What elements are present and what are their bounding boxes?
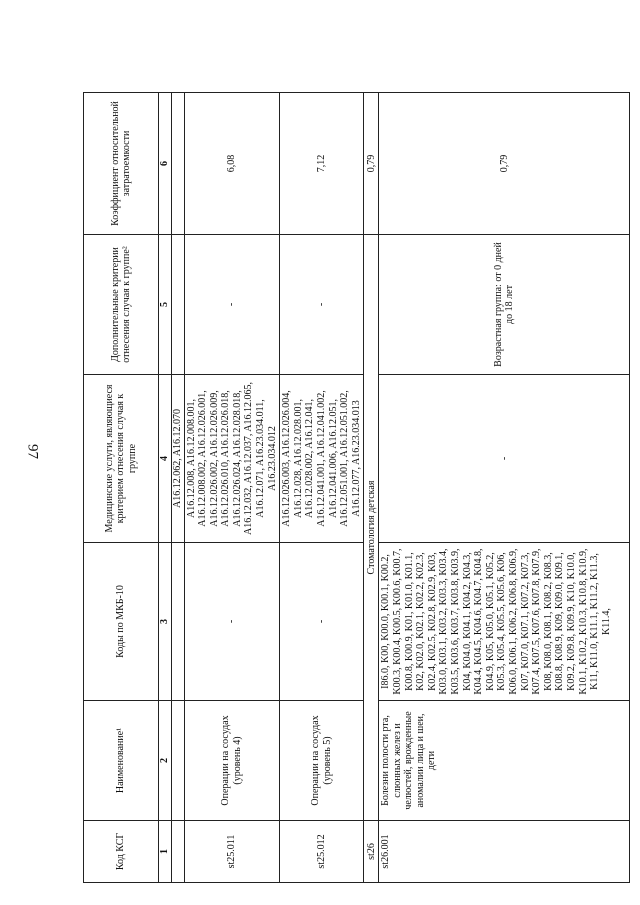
additional-criteria: Возрастная группа: от 0 дней до 18 лет	[379, 235, 630, 375]
ksg-code: st26.001	[379, 821, 630, 883]
mkb-codes: -	[184, 543, 280, 701]
column-number: 5	[159, 235, 172, 375]
coefficient: 7,12	[280, 93, 364, 235]
column-number: 1	[159, 821, 172, 883]
header-services: Медицинские услуги, являющиеся критерием отнесения случая к группе	[84, 375, 159, 543]
column-number-row	[159, 93, 172, 883]
section-row-st26	[364, 93, 379, 883]
table-row-st25-012	[280, 93, 364, 883]
table-row-st25-011	[184, 93, 280, 883]
column-number: 3	[159, 543, 172, 701]
continued-row	[172, 93, 185, 883]
ksg-code: st25.012	[280, 821, 364, 883]
section-title: Стоматология детская	[364, 235, 379, 821]
ksg-name: Операции на сосудах (уровень 5)	[280, 701, 364, 821]
header-mkb: Коды по МКБ-10	[84, 543, 159, 701]
header-code: Код КСГ	[84, 821, 159, 883]
ksg-code: st25.011	[184, 821, 280, 883]
continued-services: A16.12.062, A16.12.070	[172, 375, 185, 543]
mkb-codes: -	[280, 543, 364, 701]
column-number: 6	[159, 93, 172, 235]
coefficient: 0,79	[379, 93, 630, 235]
section-coefficient: 0,79	[364, 93, 379, 235]
header-coefficient: Коэффициент относительной затратоемкости	[84, 93, 159, 235]
table-row-st26-001	[379, 93, 630, 883]
column-number: 4	[159, 375, 172, 543]
medical-services: A16.12.008, A16.12.008.001, A16.12.008.002, A16.12.026.001, A16.12.026.002, A16.12.026.009, A16.12.026.010, A16.12.026.018, A16.12.026.024, A16.12.028.018, A16.12.032, A16.12.037, A16.12.065, A16.12.071, A16.23.034.011, A16.23.034.012	[184, 375, 280, 543]
ksg-table	[83, 92, 630, 883]
rotated-page	[83, 93, 612, 883]
medical-services: -	[379, 375, 630, 543]
ksg-name: Операции на сосудах (уровень 4)	[184, 701, 280, 821]
header-name: Наименование¹	[84, 701, 159, 821]
coefficient: 6,08	[184, 93, 280, 235]
header-additional: Дополнительные критерии отнесения случая к группе²	[84, 235, 159, 375]
additional-criteria: -	[280, 235, 364, 375]
medical-services: A16.12.026.003, A16.12.026.004, A16.12.028, A16.12.028.001, A16.12.028.002, A16.12.041, A16.12.041.001, A16.12.041.002, A16.12.041.006, A16.12.051, A16.12.051.001, A16.12.051.002, A16.12.077, A16.23.034.013	[280, 375, 364, 543]
additional-criteria: -	[184, 235, 280, 375]
section-code: st26	[364, 821, 379, 883]
ksg-name: Болезни полости рта, слюнных желез и челюстей, врожденные аномалии лица и шеи, дети	[379, 701, 630, 821]
page-number: 97	[24, 444, 41, 459]
mkb-codes: I86.0, K00, K00.0, K00.1, K00.2, K00.3, K00.4, K00.5, K00.6, K00.7, K00.8, K00.9, K01, K01.0, K01.1, K02, K02.0, K02.1, K02.2, K02.3, K02.4, K02.5, K02.8, K02.9, K03, K03.0, K03.1, K03.2, K03.3, K03.4, K03.5, K03.6, K03.7, K03.8, K03.9, K04, K04.0, K04.1, K04.2, K04.3, K04.4, K04.5, K04.6, K04.7, K04.8, K04.9, K05, K05.0, K05.1, K05.2, K05.3, K05.4, K05.5, K05.6, K06, K06.0, K06.1, K06.2, K06.8, K06.9, K07, K07.0, K07.1, K07.2, K07.3, K07.4, K07.5, K07.6, K07.8, K07.9, K08, K08.0, K08.1, K08.2, K08.3, K08.8, K08.9, K09, K09.0, K09.1, K09.2, K09.8, K09.9, K10, K10.0, K10.1, K10.2, K10.3, K10.8, K10.9, K11, K11.0, K11.1, K11.2, K11.3, K11.4,	[379, 543, 630, 701]
column-number: 2	[159, 701, 172, 821]
header-row	[84, 93, 159, 883]
